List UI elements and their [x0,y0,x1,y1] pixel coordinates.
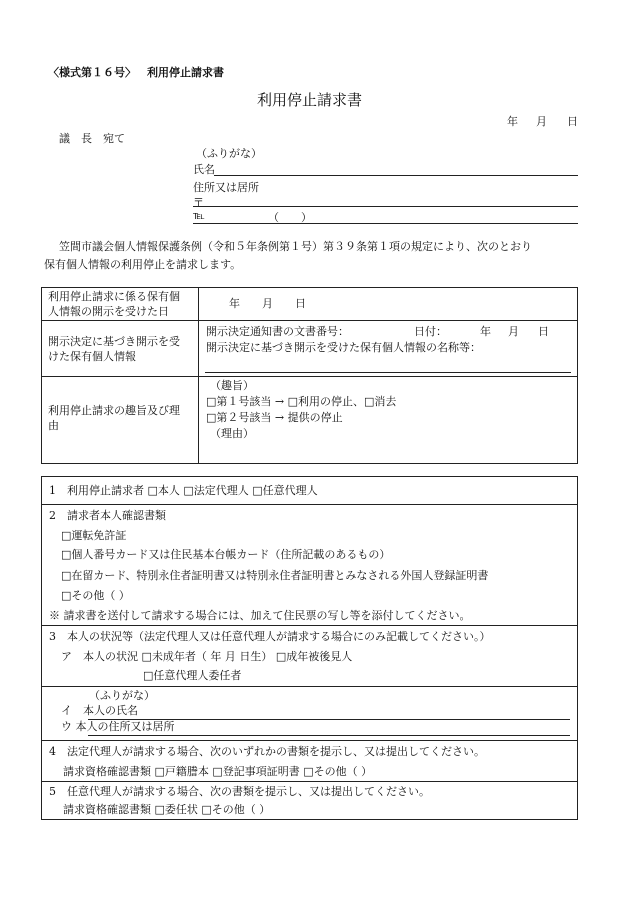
row2-year: 年 [480,325,491,338]
applicant-name-label: 氏名 [193,163,215,176]
row2-day: 日 [538,325,549,338]
row1-label-1: 利用停止請求に係る保有個 [48,290,180,303]
tel-paren: （ ） [268,211,312,224]
date-month: 月 [536,115,547,128]
section-1-requester: 1 利用停止請求者 □本人 □法定代理人 □任意代理人 [49,484,318,497]
row3-label-2: 由 [48,419,59,432]
form-number: 〈様式第１６号〉 [48,66,136,79]
table1-row-sep-2 [42,376,577,377]
row2-month: 月 [508,325,519,338]
row3-option-1: □第１号該当 → □利用の停止、□消去 [206,395,397,408]
row2-info-name: 開示決定に基づき開示を受けた保有個人情報の名称等： [206,341,481,354]
section-4-docs: 請求資格確認書類 □戸籍謄本 □登記事項証明書 □その他（ ） [63,765,373,778]
applicant-postal-label: 〒 [193,196,204,209]
row3-option-2: □第２号該当 → 提供の停止 [206,411,343,424]
row3-reason: （理由） [210,427,254,440]
form-name: 利用停止請求書 [147,66,224,79]
section-sep-1 [42,504,577,505]
row1-date-value: 年 月 日 [229,297,306,310]
applicant-address-label: 住所又は居所 [193,181,259,194]
supplementary-table [41,476,578,820]
table1-row-sep-1 [42,320,577,321]
section-4-title: 4 法定代理人が請求する場合、次のいずれかの書類を提示し、又は提出してください。 [49,745,485,758]
principal-address-line [88,735,570,736]
principal-status: ア 本人の状況 □未成年者（ 年 月 日生） □成年被後見人 [61,650,353,663]
intro-line-2: 保有個人情報の利用停止を請求します。 [44,258,242,271]
id-doc-item-4: □その他（ ） [61,589,130,602]
section-3-title: 3 本人の状況等（法定代理人又は任意代理人が請求する場合にのみ記載してください。） [49,630,491,643]
section-2-title: 2 請求者本人確認書類 [49,509,166,522]
row1-label-2: 人情報の開示を受けた日 [48,305,169,318]
page-title: 利用停止請求書 [257,91,363,109]
addressee: 議 長 宛て [59,132,125,145]
row3-label-1: 利用停止請求の趣旨及び理 [48,404,180,417]
principal-status-2: □任意代理人委任者 [143,669,242,682]
date-year: 年 [507,115,518,128]
principal-furigana: （ふりがな） [89,689,155,702]
row2-entry-line [205,372,571,373]
section-5-title: 5 任意代理人が請求する場合、次の書類を提示し、又は提出してください。 [49,785,430,798]
row2-label-1: 開示決定に基づき開示を受 [48,335,180,348]
applicant-name-line [214,175,578,176]
row3-purpose: （趣旨） [210,379,254,392]
applicant-furigana: （ふりがな） [196,147,262,160]
section-3-inner-sep [42,686,577,687]
date-day: 日 [567,115,578,128]
row2-doc-number: 開示決定通知書の文書番号： [206,325,349,338]
intro-line-1: 笠間市議会個人情報保護条例（令和５年条例第１号）第３９条第１項の規定により、次のとおり [59,240,532,253]
applicant-tel-line [193,223,578,224]
applicant-address-line [193,206,578,207]
id-doc-item-2: □個人番号カード又は住民基本台帳カード（住所記載のあるもの） [61,548,391,561]
row2-label-2: けた保有個人情報 [48,350,136,363]
principal-address-label: ウ 本人の住所又は居所 [61,720,175,733]
principal-name-label: イ 本人の氏名 [61,704,138,717]
section-sep-2 [42,625,577,626]
id-doc-item-1: □運転免許証 [61,529,127,542]
tel-label: ℡ [193,209,205,222]
id-doc-item-3: □在留カード、特別永住者証明書又は特別永住者証明書とみなされる外国人登録証明書 [61,569,489,582]
section-sep-4 [42,781,577,782]
request-details-table [41,287,578,464]
row2-date-label: 日付： [414,325,447,338]
section-2-note: ※ 請求書を送付して請求する場合には、加えて住民票の写し等を添付してください。 [49,609,471,622]
section-sep-3 [42,740,577,741]
section-5-docs: 請求資格確認書類 □委任状 □その他（ ） [63,803,271,816]
